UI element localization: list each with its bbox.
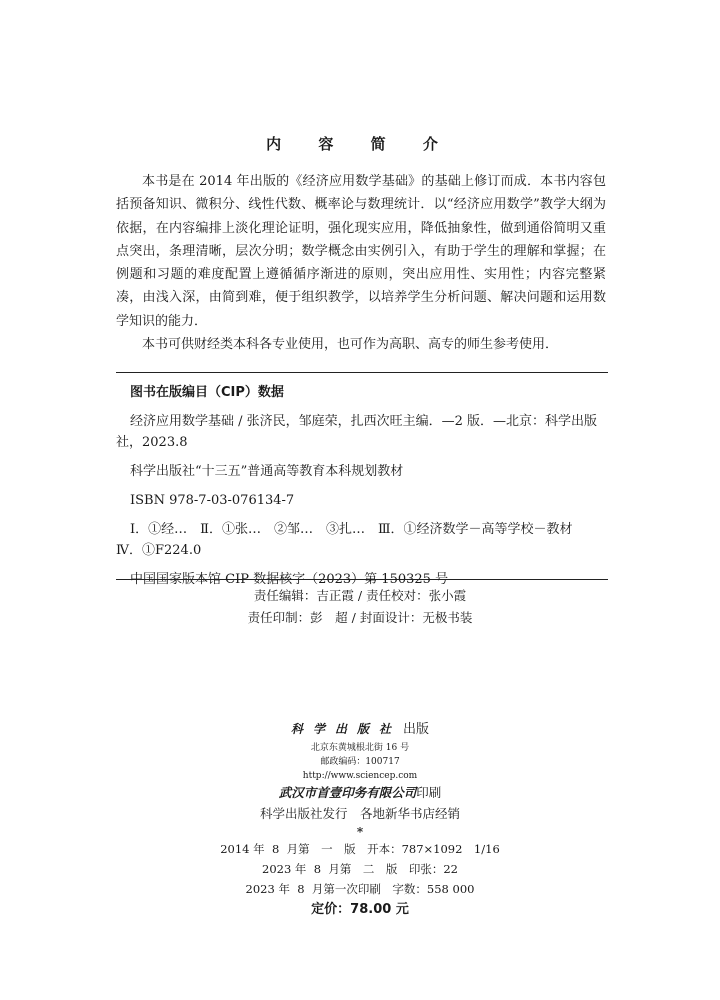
summary-paragraph-1: 本书是在 2014 年出版的《经济应用数学基础》的基础上修订而成．本书内容包括预备知识、微积分、线性代数、概率论与数理统计．以“经济应用数学”教学大纲为依据，在内容编排上淡化理论证明，强化现实应用，降低抽象性，做到通俗简明又重点突出，条理清晰，层次分明；数学概念由实例引入，有助于学生的理解和掌握；在例题和习题的难度配置上遵循循序渐进的原则，突出应用性、实用性；内容完整紧凑，由浅入深，由简到难，便于组织教学，以培养学生分析问题、解决问题和运用数学知识的能力．	[116, 174, 606, 329]
publisher-website: http://www.sciencep.com	[302, 771, 418, 781]
content-summary	[116, 170, 606, 356]
editors-line-1: 责任编辑：吉正霞 / 责任校对：张小霞	[253, 588, 467, 603]
printer-name: 武汉市首壹印务有限公司	[278, 785, 417, 800]
page-title: 内 容 简 介	[266, 135, 454, 153]
cip-bibliographic-entry: 经济应用数学基础 / 张济民，邹庭荣，扎西次旺主编．—2 版．—北京：科学出版社，2023.8	[116, 414, 598, 450]
edition-line-2: 2023 年 8 月第 二 版 印张：22	[262, 862, 458, 876]
publisher-name: 科学出版社	[290, 722, 401, 736]
summary-paragraph-2: 本书可供财经类本科各专业使用，也可作为高职、高专的师生参考使用．	[142, 337, 559, 353]
printer-line	[0, 783, 720, 803]
publisher-address: 北京东黄城根北街 16 号	[310, 743, 410, 753]
publisher-line	[0, 718, 720, 741]
publisher-postcode: 邮政编码：100717	[320, 757, 400, 767]
edition-line-1: 2014 年 8 月第 一 版 开本：787×1092 1/16	[220, 842, 500, 856]
separator-asterisk: *	[356, 825, 364, 839]
printer-suffix: 印刷	[416, 785, 442, 800]
divider-bottom	[116, 579, 608, 580]
divider-top	[116, 372, 608, 373]
distribution-line: 科学出版社发行 各地新华书店经销	[259, 806, 460, 821]
editors-block	[0, 585, 720, 629]
cip-heading: 图书在版编目（CIP）数据	[130, 385, 284, 400]
edition-line-3: 2023 年 8 月第一次印刷 字数：558 000	[245, 882, 475, 896]
cip-record-number: 中国国家版本馆 CIP 数据核字（2023）第 150325 号	[130, 572, 449, 587]
price: 定价：78.00 元	[311, 902, 409, 917]
publisher-suffix: 出版	[403, 722, 430, 737]
cip-isbn: ISBN 978-7-03-076134-7	[130, 493, 295, 508]
cip-classification: Ⅰ．①经… Ⅱ．①张… ②邹… ③扎… Ⅲ．①经济数学－高等学校－教材 Ⅳ．①F224.0	[116, 522, 586, 558]
cip-data-block	[116, 382, 608, 598]
cip-series: 科学出版社“十三五”普通高等教育本科规划教材	[130, 464, 404, 479]
editors-line-2: 责任印制：彭 超 / 封面设计：无极书装	[247, 610, 473, 625]
imprint-block	[0, 718, 720, 921]
